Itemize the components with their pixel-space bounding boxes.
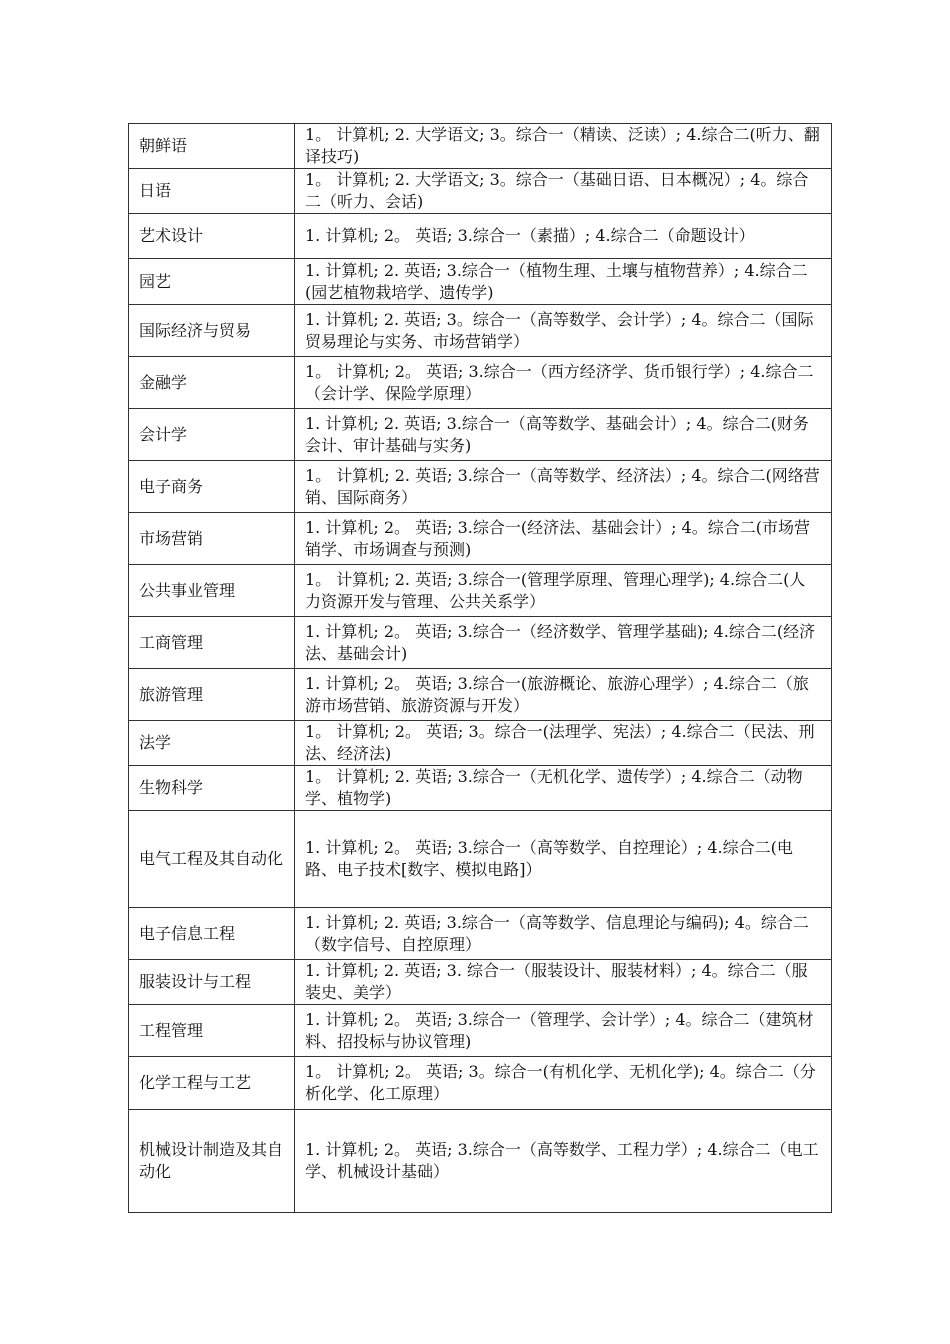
major-name: 日语 <box>139 181 172 200</box>
exam-subjects: 1。 计算机; 2. 英语; 3.综合一（高等数学、经济法）; 4。综合二(网络营销、国际商务） <box>305 465 820 507</box>
exam-subjects: 1。 计算机; 2. 英语; 3.综合一（无机化学、遗传学）; 4.综合二（动物学、植物学) <box>305 767 803 808</box>
major-name-cell <box>129 169 295 214</box>
exam-subjects-cell <box>295 124 832 169</box>
major-name-cell <box>129 811 295 908</box>
exam-subjects-cell <box>295 357 832 409</box>
exam-subjects: 1。 计算机; 2. 大学语文; 3。综合一（精读、泛读）; 4.综合二(听力、翻译技巧) <box>305 125 820 166</box>
table-row <box>129 305 832 357</box>
table-row <box>129 214 832 259</box>
exam-subjects: 1。 计算机; 2。 英语; 3。综合一(有机化学、无机化学); 4。综合二（分析化学、化工原理） <box>305 1062 816 1103</box>
table-row <box>129 1005 832 1057</box>
major-name-cell <box>129 1005 295 1057</box>
exam-subjects-cell <box>295 305 832 357</box>
table-row <box>129 357 832 409</box>
exam-subjects: 1. 计算机; 2. 英语; 3.综合一（高等数学、基础会计）; 4。综合二(财务会计、审计基础与实务) <box>305 413 809 455</box>
exam-subjects: 1。 计算机; 2。 英语; 3。综合一(法理学、宪法）; 4.综合二（民法、刑法、经济法) <box>305 722 815 763</box>
table-body <box>129 124 832 1213</box>
exam-subjects: 1. 计算机; 2。 英语; 3.综合一（高等数学、自控理论）; 4.综合二(电路、电子技术[数字、模拟电路]） <box>305 838 793 879</box>
exam-subjects-cell <box>295 669 832 721</box>
exam-subjects: 1. 计算机; 2. 英语; 3.综合一（高等数学、信息理论与编码); 4。综合二（数字信号、自控原理） <box>305 912 809 954</box>
exam-subjects-cell <box>295 513 832 565</box>
exam-subjects: 1. 计算机; 2. 英语; 3. 综合一（服装设计、服装材料）; 4。综合二（服装史、美学） <box>305 961 808 1002</box>
table-row <box>129 259 832 305</box>
table-row <box>129 669 832 721</box>
major-name-cell <box>129 960 295 1005</box>
major-name: 金融学 <box>139 372 188 392</box>
major-name: 工程管理 <box>139 1020 204 1040</box>
exam-subjects-cell <box>295 259 832 305</box>
table-row <box>129 617 832 669</box>
major-name: 公共事业管理 <box>139 580 236 600</box>
exam-subjects: 1。 计算机; 2. 英语; 3.综合一(管理学原理、管理心理学); 4.综合二(人力资源开发与管理、公共关系学） <box>305 569 806 611</box>
major-name-cell <box>129 124 295 169</box>
major-name: 电子信息工程 <box>139 923 236 943</box>
major-name-cell <box>129 617 295 669</box>
major-name: 服装设计与工程 <box>139 972 252 991</box>
exam-subjects: 1. 计算机; 2. 英语; 3.综合一（植物生理、土壤与植物营养）; 4.综合二(园艺植物栽培学、遗传学) <box>305 260 808 302</box>
table-row <box>129 409 832 461</box>
exam-subjects-cell <box>295 214 832 259</box>
major-name-cell <box>129 357 295 409</box>
major-name: 旅游管理 <box>139 684 204 704</box>
table-row <box>129 811 832 908</box>
major-name: 市场营销 <box>139 528 204 548</box>
table-row <box>129 766 832 811</box>
major-name: 工商管理 <box>139 632 204 652</box>
table-row <box>129 1057 832 1110</box>
exam-subjects: 1. 计算机; 2。 英语; 3.综合一（素描）; 4.综合二（命题设计） <box>305 226 755 245</box>
exam-subjects-cell <box>295 1110 832 1213</box>
major-exam-table <box>128 123 832 1213</box>
exam-subjects-cell <box>295 721 832 766</box>
exam-subjects-cell <box>295 169 832 214</box>
major-name: 电子商务 <box>139 476 204 496</box>
major-name: 化学工程与工艺 <box>139 1073 252 1092</box>
major-name-cell <box>129 565 295 617</box>
major-name-cell <box>129 305 295 357</box>
major-name-cell <box>129 669 295 721</box>
major-name-cell <box>129 214 295 259</box>
table-row <box>129 960 832 1005</box>
major-name-cell <box>129 461 295 513</box>
major-name-cell <box>129 1110 295 1213</box>
table-row <box>129 565 832 617</box>
major-name-cell <box>129 1057 295 1110</box>
major-name-cell <box>129 908 295 960</box>
major-name-cell <box>129 766 295 811</box>
exam-subjects-cell <box>295 811 832 908</box>
major-name: 法学 <box>139 733 172 752</box>
table-row <box>129 513 832 565</box>
major-name: 生物科学 <box>139 778 204 797</box>
table-row <box>129 1110 832 1213</box>
table-row <box>129 461 832 513</box>
exam-subjects-cell <box>295 960 832 1005</box>
exam-subjects: 1. 计算机; 2。 英语; 3.综合一（经济数学、管理学基础); 4.综合二(经济法、基础会计) <box>305 621 816 663</box>
exam-subjects: 1. 计算机; 2。 英语; 3.综合一（管理学、会计学）; 4。综合二（建筑材料、招投标与协议管理) <box>305 1009 814 1051</box>
exam-subjects: 1. 计算机; 2。 英语; 3.综合一(经济法、基础会计）; 4。综合二(市场营销学、市场调查与预测) <box>305 517 810 559</box>
table-row <box>129 908 832 960</box>
table-row <box>129 721 832 766</box>
major-name-cell <box>129 409 295 461</box>
exam-subjects: 1。 计算机; 2。 英语; 3.综合一（西方经济学、货币银行学）; 4.综合二（会计学、保险学原理） <box>305 361 814 403</box>
table-row <box>129 169 832 214</box>
exam-subjects: 1. 计算机; 2. 英语; 3。综合一（高等数学、会计学）; 4。综合二（国际贸易理论与实务、市场营销学） <box>305 309 814 351</box>
major-name: 国际经济与贸易 <box>139 320 252 340</box>
exam-subjects: 1. 计算机; 2。 英语; 3.综合一(旅游概论、旅游心理学）; 4.综合二（旅游市场营销、旅游资源与开发） <box>305 673 809 715</box>
major-name-cell <box>129 513 295 565</box>
exam-subjects-cell <box>295 565 832 617</box>
major-name: 电气工程及其自动化 <box>139 849 284 868</box>
major-name: 艺术设计 <box>139 226 204 245</box>
exam-subjects: 1. 计算机; 2。 英语; 3.综合一（高等数学、工程力学）; 4.综合二（电工学、机械设计基础） <box>305 1140 819 1181</box>
exam-subjects: 1。 计算机; 2. 大学语文; 3。综合一（基础日语、日本概况）; 4。综合二（听力、会话) <box>305 170 809 211</box>
exam-subjects-cell <box>295 617 832 669</box>
exam-subjects-cell <box>295 409 832 461</box>
major-name: 朝鲜语 <box>139 136 188 155</box>
exam-subjects-cell <box>295 461 832 513</box>
table-row <box>129 124 832 169</box>
major-name: 园艺 <box>139 271 172 291</box>
major-name-cell <box>129 259 295 305</box>
exam-subjects-cell <box>295 1057 832 1110</box>
major-name-cell <box>129 721 295 766</box>
major-name: 机械设计制造及其自动化 <box>139 1140 284 1181</box>
major-name: 会计学 <box>139 424 188 444</box>
exam-subjects-cell <box>295 766 832 811</box>
exam-subjects-cell <box>295 908 832 960</box>
exam-subjects-cell <box>295 1005 832 1057</box>
